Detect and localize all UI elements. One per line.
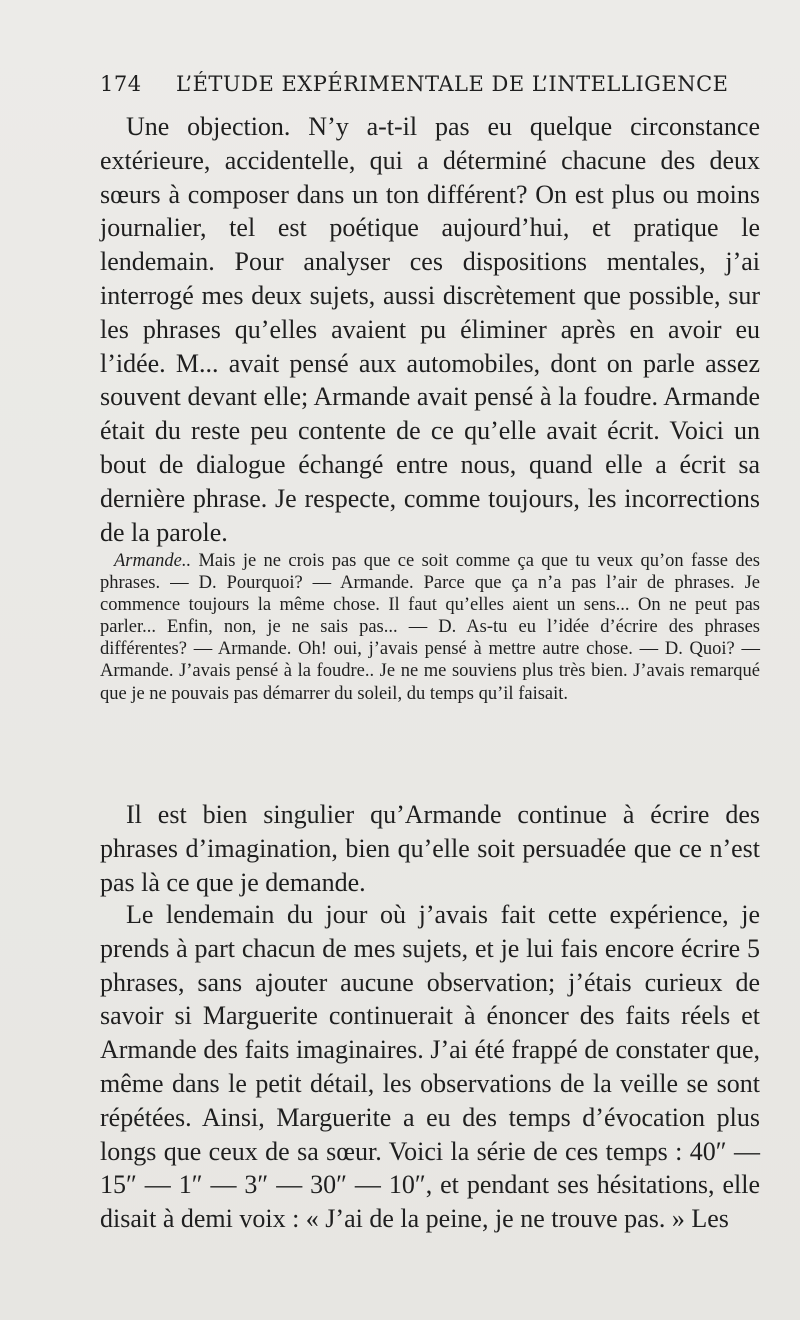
paragraph-objection	[100, 110, 760, 545]
paragraph-text: Il est bien singulier qu’Armande continue à écrire des phrases d’imagination, bien qu’elle soit persuadée que ce n’est pas là ce que je demande.	[100, 800, 760, 897]
paragraph-lendemain	[100, 898, 760, 1266]
running-title: L’ÉTUDE EXPÉRIMENTALE DE L’INTELLIGENCE	[176, 72, 729, 96]
paragraph-text: Le lendemain du jour où j’avais fait cette expérience, je prends à part chacun de mes sujets, et je lui fais encore écrire 5 phrases, sans ajouter aucune observation; j’étais curieux de savoir si Marguerite continuerait à énoncer des faits réels et Armande des faits imaginaires. J’ai été frappé de constater que, même dans le petit détail, les observations de la veille se sont répétées. Ainsi, Marguerite a eu des temps d’évocation plus longs que ceux de sa sœur. Voici la série de ces temps : 40″ — 15″ — 1″ — 3″ — 30″ — 10″, et pendant ses hésitations, elle disait à demi voix : « J’ai de la peine, je ne trouve pas. » Les	[100, 900, 760, 1234]
quote-text	[100, 550, 760, 705]
paragraph-singulier	[100, 798, 760, 898]
page-number: 174	[100, 72, 142, 96]
paragraph-text: Une objection. N’y a-t-il pas eu quelque circonstance extérieure, accidentelle, qui a déterminé chacune des deux sœurs à composer dans un ton différent? On est plus ou moins journalier, tel est poétique aujourd’hui, et pratique le lendemain. Pour analyser ces dispositions mentales, j’ai interrogé mes deux sujets, aussi discrètement que possible, sur les phrases qu’elles avaient pu éliminer après en avoir eu l’idée. M... avait pensé aux automobiles, dont on parle assez souvent devant elle; Armande avait pensé à la foudre. Armande était du reste peu contente de ce qu’elle avait écrit. Voici un bout de dialogue échangé entre nous, quand elle a écrit sa dernière phrase. Je respecte, comme toujours, les incorrections de la parole.	[100, 112, 760, 547]
running-header	[100, 70, 729, 100]
dialogue-quote	[100, 550, 760, 785]
quote-speaker: Armande..	[114, 551, 192, 571]
quote-body: Mais je ne crois pas que ce soit comme ça que tu veux qu’on fasse des phrases. — D. Pourquoi? — Armande. Parce que ça n’a pas l’air de phrases. Je commence toujours la même chose. Il faut qu’elles aient un sens... On ne peut pas parler... Enfin, non, je ne sais pas... — D. As-tu eu l’idée d’écrire des phrases différentes? — Armande. Oh! oui, j’avais pensé à mettre autre chose. — D. Quoi? — Armande. J’avais pensé à la foudre.. Je ne me souviens plus très bien. J’avais remarqué que je ne pouvais pas démarrer du soleil, du temps qu’il faisait.	[100, 551, 760, 704]
